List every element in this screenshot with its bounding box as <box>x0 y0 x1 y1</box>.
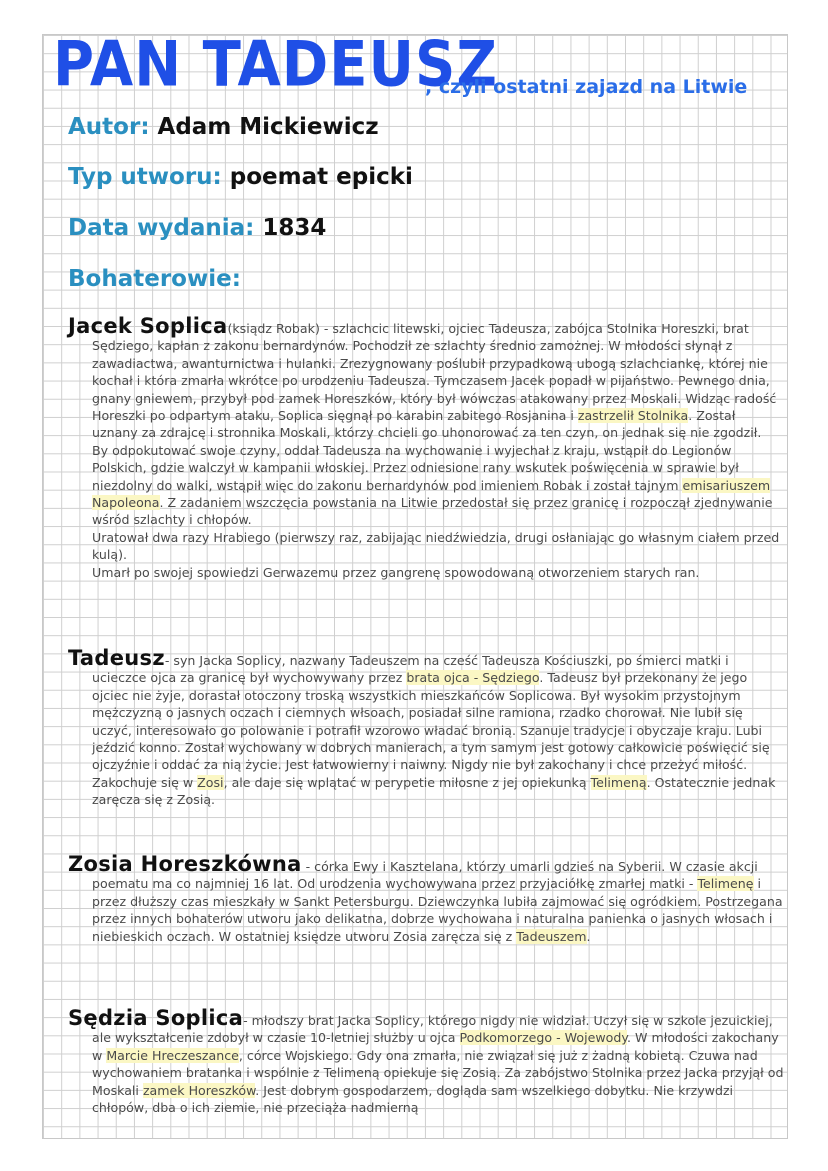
tadeusz-paragraph <box>68 646 784 809</box>
character-name: Tadeusz <box>68 646 165 670</box>
date-value: 1834 <box>262 215 327 241</box>
character-jacek <box>68 314 784 581</box>
tadeusz-text-2: . Tadeusz był przekonany że jego ojciec nie żyje, dorastał otoczony troską wszystkich mieszkańców Soplicowa. Był wysokim przystojnym mężczyzną o jasnych oczach i ciemnych włsoach, posiadał silne ramiona, rzadko chorował. Nie lubił się uczyć, interesowało go polowanie i potrafił wzorowo władać bronią. Szanuje tradycje i obyczaje kraju. Lubi jeździć konno. Został wychowany w dobrych manierach, a tym samym jest gotowy całkowicie poświęcić się ojczyźnie i oddać za nią życie. Jest łatwowierny i naiwny. Nigdy nie był zakochany i chce przeżyć miłość. Zakochuje się w <box>92 670 770 790</box>
zosia-highlight-2: Tadeuszem <box>516 928 587 944</box>
date-line <box>68 217 326 240</box>
tadeusz-highlight-2: Zosi <box>197 774 224 790</box>
jacek-paragraph-1 <box>68 314 784 442</box>
type-value: poemat epicki <box>229 164 413 190</box>
tadeusz-text-1: - syn Jacka Soplicy, nazwany Tadeuszem na cześć Tadeusza Kościuszki, po śmierci matki i ucieczce ojca za granicę był wychowywany przez <box>92 653 729 686</box>
sedzia-text-1: - młodszy brat Jacka Soplicy, którego nigdy nie widział. Uczył się w szkole jezuickiej, ale wykształcenie zdobył w czasie 10-letniej służby u ojca <box>92 1013 773 1046</box>
jacek-paragraph-2 <box>68 442 784 529</box>
jacek-paragraph-4: Umarł po swojej spowiedzi Gerwazemu przez gangrenę spowodowaną otworzeniem starych ran. <box>92 564 700 580</box>
sedzia-text-2: . W młodości zakochany w <box>92 1030 779 1063</box>
sedzia-highlight-2: Marcie Hreczeszance <box>106 1047 239 1063</box>
sedzia-highlight-3: zamek Horeszków <box>142 1082 256 1098</box>
jacek-highlight-1: zastrzelił Stolnika <box>577 408 689 424</box>
character-name: Zosia Horeszkówna <box>68 852 302 876</box>
tadeusz-text-4: . Ostatecznie jednak zaręcza się z Zosią. <box>92 774 776 808</box>
date-label: Data wydania: <box>68 215 255 241</box>
type-line <box>68 166 413 189</box>
page-title: PAN TADEUSZ <box>53 28 498 102</box>
character-sedzia <box>68 1006 784 1116</box>
jacek-highlight-2: emisariuszem Napoleona <box>92 477 771 511</box>
zosia-text-1: - córka Ewy i Kasztelana, którzy umarli gdzieś na Syberii. W czasie akcji poematu ma co najmniej 16 lat. Od urodzenia wychowywana przez przyjaciółkę zmarłej matki - <box>92 859 758 892</box>
characters-heading: Bohaterowie: <box>68 266 241 292</box>
sedzia-text-3: , córce Wojskiego. Gdy ona zmarła, nie związał się już z żadną kobietą. Czuwa nad wychowaniem bratanka i wspólnie z Telimeną opiekuje się Zosią. Za zabójstwo Stolnika przez Jacka przyjął od Moskali <box>92 1047 784 1098</box>
jacek-text-2b: . Z zadaniem wszczęcia powstania na Litwie przedostał się przez granicę i rozpoczął zjednywanie wśród szlachty i chłopów. <box>92 495 773 528</box>
sedzia-text-4: . Jest dobrym gospodarzem, dogląda sam wszelkiego dobytku. Nie krzywdzi chłopów, dba o ich ziemie, nie przeciąża nadmierną <box>92 1082 734 1116</box>
jacek-text-2a: By odpokutować swoje czyny, oddał Tadeusza na wychowanie i wyjechał z kraju, wstąpił do Legionów Polskich, gdzie walczył w kampanii włoskiej. Przez odniesione rany wskutek poświęcenia w sprawie był niezdolny do walki, wstąpił więc do zakonu bernardynów pod imieniem Robak i został tajnym <box>92 442 739 493</box>
character-tadeusz <box>68 646 784 809</box>
author-value: Adam Mickiewicz <box>157 114 379 140</box>
character-name: Sędzia Soplica <box>68 1006 244 1030</box>
jacek-text-1a: (ksiądz Robak) - szlachcic litewski, ojciec Tadeusza, zabójca Stolnika Horeszki, brat Sędziego, kapłan z zakonu bernardynów. Pochodził ze szlachty średnio zamożnej. W młodości słynął z zawadiactwa, awanturnictwa i hulanki. Zrezygnowany poślubił przypadkową ubogą szlachciankę, której nie kochał i która zmarła wkrótce po urodzeniu Tadeusza. Tymczasem Jacek popadł w pijaństwo. Pewnego dnia, gnany gniewem, przybył pod zamek Horeszków, który był wówczas atakowany przez Moskali. Widząc radość Horeszki po odpartym ataku, Soplica sięgnął po karabin zabitego Rosjanina i <box>92 321 777 424</box>
zosia-paragraph <box>68 852 784 945</box>
sedzia-paragraph <box>68 1006 784 1116</box>
page-subtitle: , czyli ostatni zajazd na Litwie <box>425 76 748 98</box>
jacek-text-1b: . Został uznany za zdrajcę i stronnika Moskali, którzy chcieli go uhonorować za ten czyn, on jednak się nie zgodził. <box>92 408 762 441</box>
tadeusz-text-3: , ale daje się wplątać w perypetie miłosne z jej opiekunką <box>223 774 591 790</box>
character-name: Jacek Soplica <box>68 314 228 338</box>
sedzia-highlight-1: Podkomorzego - Wojewody <box>459 1030 628 1046</box>
zosia-highlight-1: Telimenę <box>697 876 754 892</box>
type-label: Typ utworu: <box>68 164 222 190</box>
jacek-paragraph-3: Uratował dwa razy Hrabiego (pierwszy raz, zabijając niedźwiedzia, drugi osłaniając go własnym ciałem przed kulą). <box>92 529 780 563</box>
author-label: Autor: <box>68 114 150 140</box>
tadeusz-highlight-1: brata ojca - Sędziego <box>406 670 540 686</box>
tadeusz-highlight-3: Telimeną <box>590 774 647 790</box>
author-line <box>68 116 379 139</box>
zosia-text-2: i przez dłuższy czas mieszkały w Sankt Petersburgu. Dziewczynka lubiła zajmować się ogródkiem. Postrzegana przez innych bohaterów utworu jako delikatna, dobrze wychowana i naturalna panienka o jasnych włosach i niebieskich oczach. W ostatniej księdze utworu Zosia zaręcza się z <box>92 876 783 944</box>
zosia-text-3: . <box>586 928 591 944</box>
character-zosia <box>68 852 784 945</box>
